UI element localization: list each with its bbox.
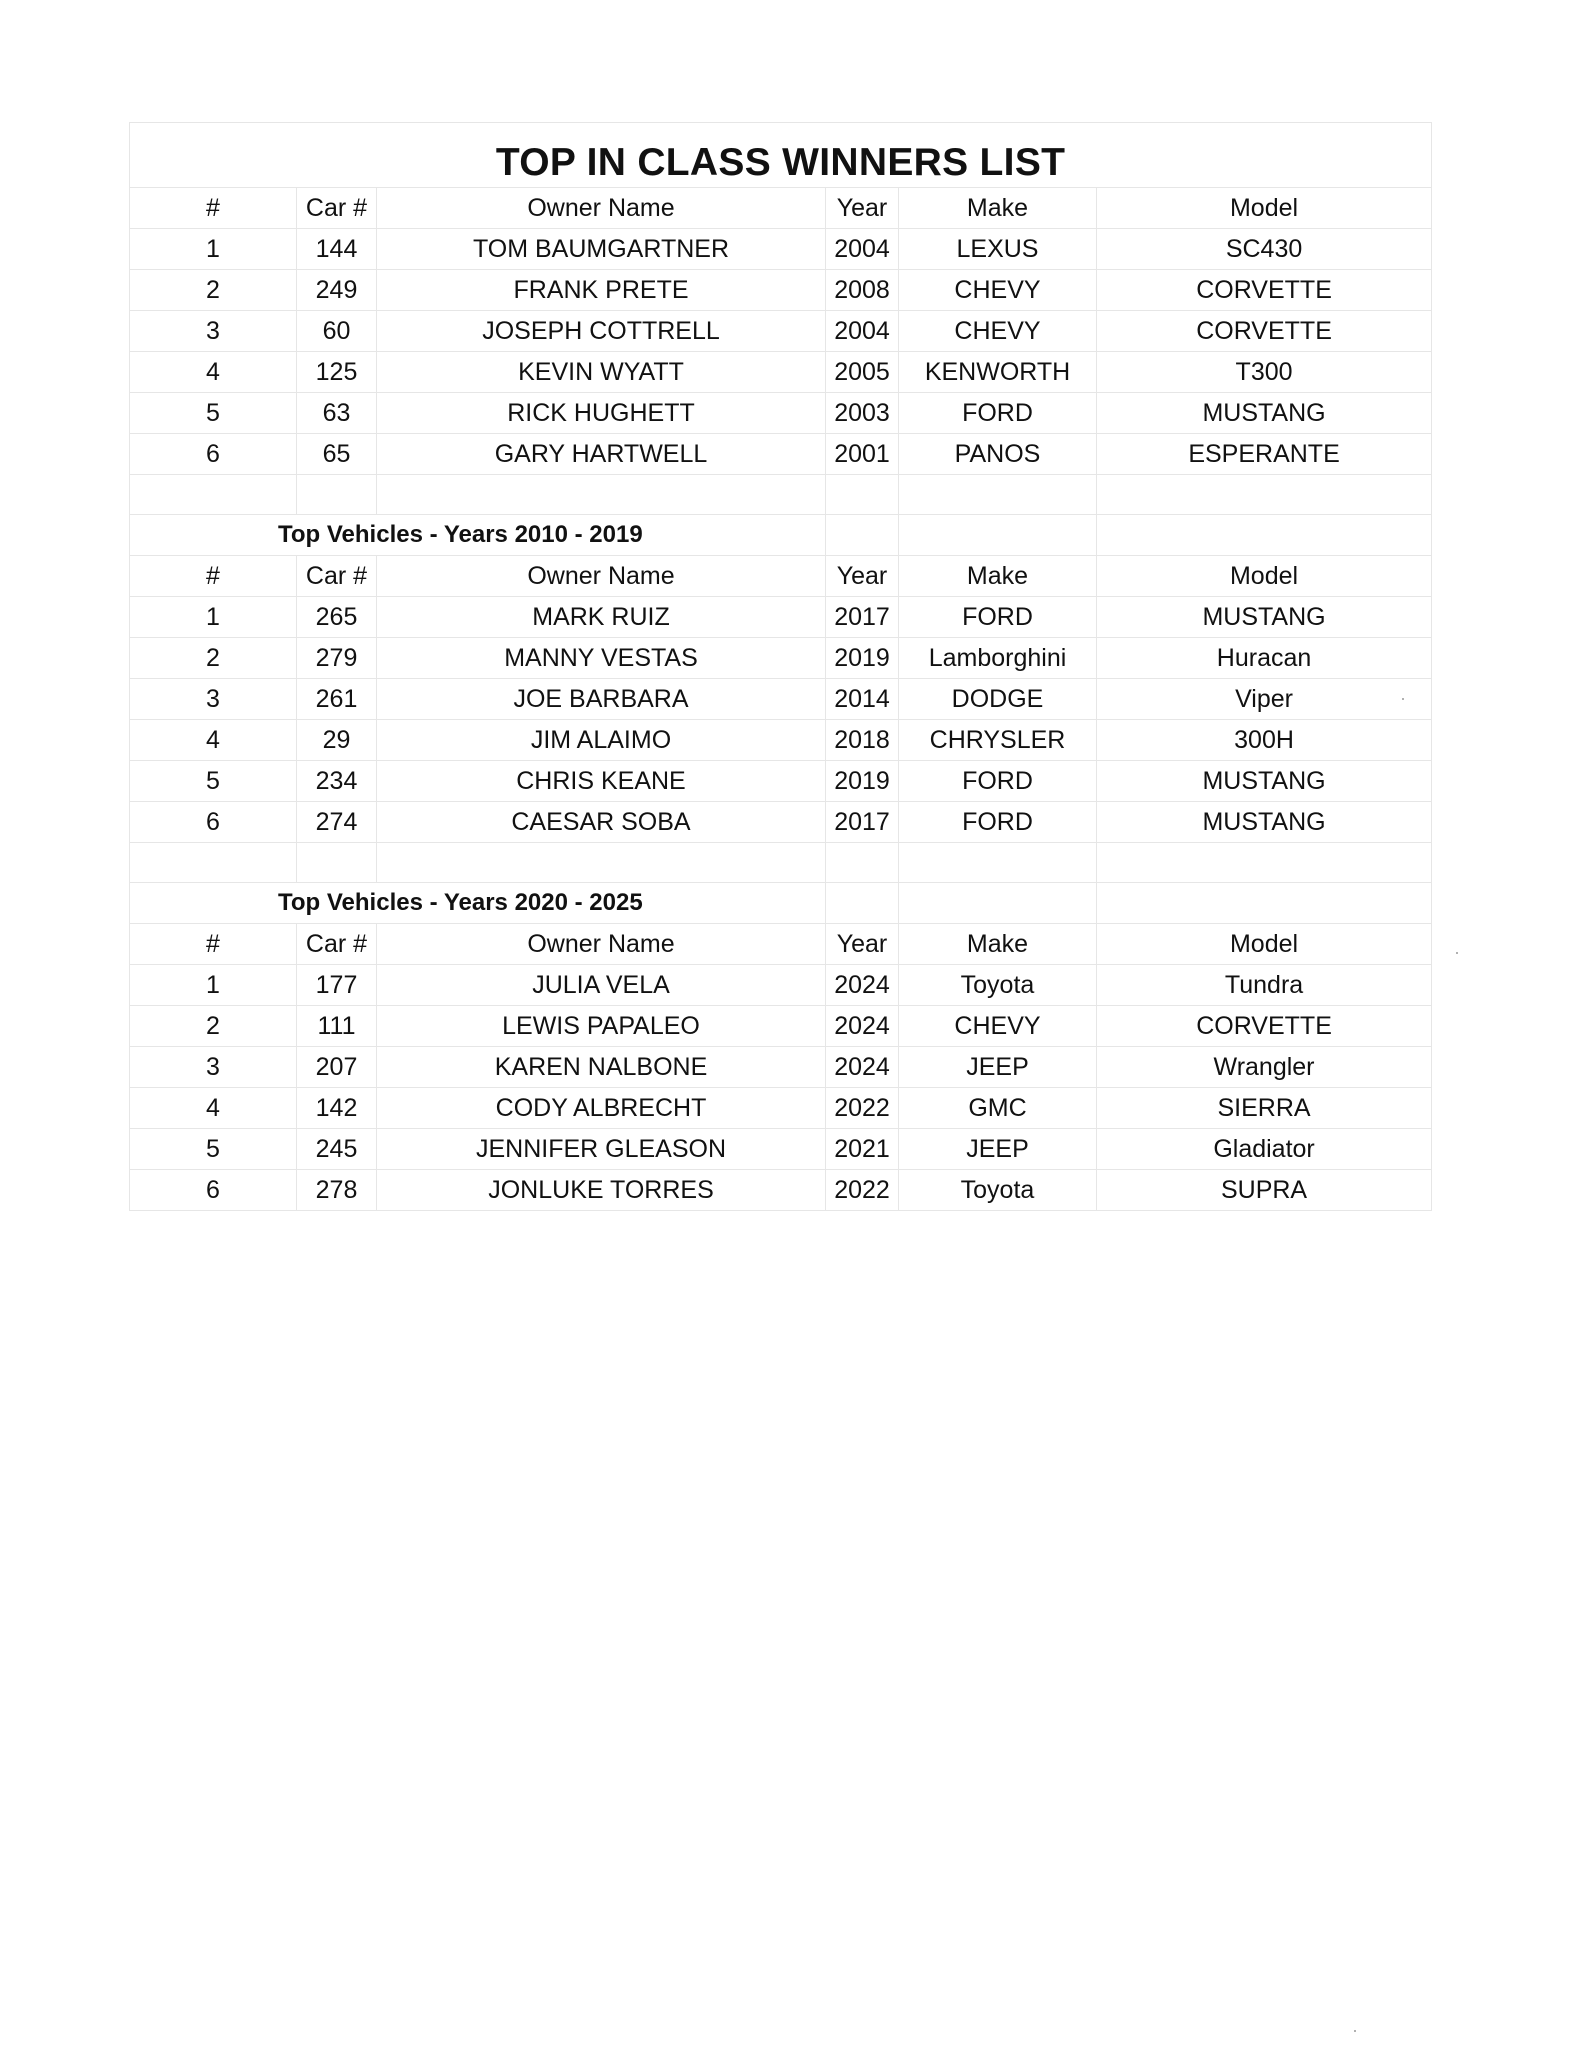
empty-cell (130, 475, 297, 515)
empty-cell (899, 883, 1097, 924)
title-row (130, 123, 1432, 188)
make-cell: JEEP (899, 1047, 1097, 1088)
car-number-cell: 265 (297, 597, 377, 638)
scan-speck (1456, 952, 1458, 954)
model-cell: SIERRA (1097, 1088, 1432, 1129)
year-cell: 2018 (826, 720, 899, 761)
column-header-model: Model (1097, 556, 1432, 597)
rank-cell: 1 (130, 597, 297, 638)
rank-cell: 2 (130, 638, 297, 679)
column-header-rank: # (130, 556, 297, 597)
model-cell: CORVETTE (1097, 311, 1432, 352)
year-cell: 2017 (826, 597, 899, 638)
model-cell: Gladiator (1097, 1129, 1432, 1170)
spacer-row (130, 843, 1432, 883)
rank-cell: 3 (130, 311, 297, 352)
model-cell: CORVETTE (1097, 1006, 1432, 1047)
empty-cell (826, 843, 899, 883)
year-cell: 2024 (826, 965, 899, 1006)
rank-cell: 4 (130, 1088, 297, 1129)
owner-name-cell: KAREN NALBONE (377, 1047, 826, 1088)
model-cell: Wrangler (1097, 1047, 1432, 1088)
car-number-cell: 207 (297, 1047, 377, 1088)
car-number-cell: 111 (297, 1006, 377, 1047)
table-row (130, 802, 1432, 843)
column-header-row (130, 556, 1432, 597)
car-number-cell: 234 (297, 761, 377, 802)
year-cell: 2024 (826, 1006, 899, 1047)
year-cell: 2003 (826, 393, 899, 434)
empty-cell (899, 475, 1097, 515)
year-cell: 2024 (826, 1047, 899, 1088)
owner-name-cell: MARK RUIZ (377, 597, 826, 638)
empty-cell (297, 475, 377, 515)
year-cell: 2004 (826, 229, 899, 270)
model-cell: Huracan (1097, 638, 1432, 679)
empty-cell (826, 475, 899, 515)
year-cell: 2008 (826, 270, 899, 311)
table-row (130, 229, 1432, 270)
table-row (130, 638, 1432, 679)
table-row (130, 965, 1432, 1006)
column-header-car-number: Car # (297, 556, 377, 597)
column-header-year: Year (826, 556, 899, 597)
rank-cell: 2 (130, 1006, 297, 1047)
winners-sheet (129, 122, 1431, 1211)
year-cell: 2022 (826, 1170, 899, 1211)
make-cell: KENWORTH (899, 352, 1097, 393)
owner-name-cell: CAESAR SOBA (377, 802, 826, 843)
year-cell: 2021 (826, 1129, 899, 1170)
owner-name-cell: GARY HARTWELL (377, 434, 826, 475)
table-row (130, 393, 1432, 434)
empty-cell (826, 515, 899, 556)
car-number-cell: 245 (297, 1129, 377, 1170)
year-cell: 2017 (826, 802, 899, 843)
car-number-cell: 278 (297, 1170, 377, 1211)
spacer-row (130, 475, 1432, 515)
make-cell: FORD (899, 761, 1097, 802)
rank-cell: 6 (130, 1170, 297, 1211)
owner-name-cell: JOE BARBARA (377, 679, 826, 720)
column-header-make: Make (899, 924, 1097, 965)
make-cell: FORD (899, 393, 1097, 434)
owner-name-cell: CHRIS KEANE (377, 761, 826, 802)
page-title: TOP IN CLASS WINNERS LIST (130, 123, 1432, 188)
owner-name-cell: JONLUKE TORRES (377, 1170, 826, 1211)
scan-speck (1402, 698, 1404, 700)
model-cell: MUSTANG (1097, 597, 1432, 638)
year-cell: 2014 (826, 679, 899, 720)
column-header-year: Year (826, 924, 899, 965)
car-number-cell: 274 (297, 802, 377, 843)
empty-cell (377, 843, 826, 883)
rank-cell: 3 (130, 679, 297, 720)
empty-cell (1097, 843, 1432, 883)
owner-name-cell: MANNY VESTAS (377, 638, 826, 679)
empty-cell (1097, 515, 1432, 556)
empty-cell (297, 843, 377, 883)
model-cell: Tundra (1097, 965, 1432, 1006)
empty-cell (130, 843, 297, 883)
car-number-cell: 125 (297, 352, 377, 393)
car-number-cell: 60 (297, 311, 377, 352)
rank-cell: 4 (130, 352, 297, 393)
year-cell: 2022 (826, 1088, 899, 1129)
table-row (130, 1088, 1432, 1129)
owner-name-cell: JOSEPH COTTRELL (377, 311, 826, 352)
section-heading-row (130, 515, 1432, 556)
rank-cell: 6 (130, 802, 297, 843)
make-cell: FORD (899, 802, 1097, 843)
table-row (130, 1006, 1432, 1047)
make-cell: CHEVY (899, 270, 1097, 311)
column-header-owner-name: Owner Name (377, 556, 826, 597)
make-cell: Toyota (899, 965, 1097, 1006)
empty-cell (899, 515, 1097, 556)
make-cell: DODGE (899, 679, 1097, 720)
year-cell: 2019 (826, 638, 899, 679)
rank-cell: 5 (130, 1129, 297, 1170)
rank-cell: 3 (130, 1047, 297, 1088)
column-header-car-number: Car # (297, 188, 377, 229)
column-header-model: Model (1097, 188, 1432, 229)
model-cell: SUPRA (1097, 1170, 1432, 1211)
empty-cell (826, 883, 899, 924)
car-number-cell: 249 (297, 270, 377, 311)
empty-cell (1097, 475, 1432, 515)
table-row (130, 597, 1432, 638)
scan-speck (1354, 2030, 1356, 2032)
car-number-cell: 29 (297, 720, 377, 761)
make-cell: Lamborghini (899, 638, 1097, 679)
column-header-owner-name: Owner Name (377, 924, 826, 965)
make-cell: CHEVY (899, 311, 1097, 352)
column-header-car-number: Car # (297, 924, 377, 965)
rank-cell: 2 (130, 270, 297, 311)
owner-name-cell: JIM ALAIMO (377, 720, 826, 761)
empty-cell (377, 475, 826, 515)
table-row (130, 761, 1432, 802)
table-row (130, 270, 1432, 311)
car-number-cell: 279 (297, 638, 377, 679)
column-header-owner-name: Owner Name (377, 188, 826, 229)
year-cell: 2004 (826, 311, 899, 352)
column-header-rank: # (130, 188, 297, 229)
rank-cell: 5 (130, 761, 297, 802)
model-cell: Viper (1097, 679, 1432, 720)
make-cell: CHEVY (899, 1006, 1097, 1047)
make-cell: GMC (899, 1088, 1097, 1129)
winners-table (129, 122, 1432, 1211)
make-cell: CHRYSLER (899, 720, 1097, 761)
owner-name-cell: JULIA VELA (377, 965, 826, 1006)
rank-cell: 1 (130, 965, 297, 1006)
car-number-cell: 177 (297, 965, 377, 1006)
table-row (130, 720, 1432, 761)
column-header-make: Make (899, 188, 1097, 229)
year-cell: 2001 (826, 434, 899, 475)
table-row (130, 311, 1432, 352)
car-number-cell: 261 (297, 679, 377, 720)
make-cell: FORD (899, 597, 1097, 638)
owner-name-cell: CODY ALBRECHT (377, 1088, 826, 1129)
car-number-cell: 144 (297, 229, 377, 270)
table-row (130, 679, 1432, 720)
column-header-year: Year (826, 188, 899, 229)
year-cell: 2005 (826, 352, 899, 393)
section-title: Top Vehicles - Years 2020 - 2025 (130, 883, 826, 924)
column-header-rank: # (130, 924, 297, 965)
make-cell: LEXUS (899, 229, 1097, 270)
table-row (130, 1129, 1432, 1170)
rank-cell: 6 (130, 434, 297, 475)
car-number-cell: 142 (297, 1088, 377, 1129)
model-cell: MUSTANG (1097, 393, 1432, 434)
owner-name-cell: TOM BAUMGARTNER (377, 229, 826, 270)
make-cell: JEEP (899, 1129, 1097, 1170)
car-number-cell: 65 (297, 434, 377, 475)
rank-cell: 1 (130, 229, 297, 270)
column-header-model: Model (1097, 924, 1432, 965)
table-row (130, 1170, 1432, 1211)
model-cell: T300 (1097, 352, 1432, 393)
table-row (130, 352, 1432, 393)
column-header-row (130, 924, 1432, 965)
model-cell: ESPERANTE (1097, 434, 1432, 475)
table-row (130, 434, 1432, 475)
owner-name-cell: JENNIFER GLEASON (377, 1129, 826, 1170)
make-cell: PANOS (899, 434, 1097, 475)
column-header-row (130, 188, 1432, 229)
empty-cell (1097, 883, 1432, 924)
section-title: Top Vehicles - Years 2010 - 2019 (130, 515, 826, 556)
section-heading-row (130, 883, 1432, 924)
owner-name-cell: LEWIS PAPALEO (377, 1006, 826, 1047)
rank-cell: 4 (130, 720, 297, 761)
model-cell: CORVETTE (1097, 270, 1432, 311)
make-cell: Toyota (899, 1170, 1097, 1211)
column-header-make: Make (899, 556, 1097, 597)
empty-cell (899, 843, 1097, 883)
rank-cell: 5 (130, 393, 297, 434)
model-cell: MUSTANG (1097, 761, 1432, 802)
model-cell: SC430 (1097, 229, 1432, 270)
table-row (130, 1047, 1432, 1088)
owner-name-cell: RICK HUGHETT (377, 393, 826, 434)
owner-name-cell: FRANK PRETE (377, 270, 826, 311)
model-cell: 300H (1097, 720, 1432, 761)
car-number-cell: 63 (297, 393, 377, 434)
model-cell: MUSTANG (1097, 802, 1432, 843)
owner-name-cell: KEVIN WYATT (377, 352, 826, 393)
year-cell: 2019 (826, 761, 899, 802)
